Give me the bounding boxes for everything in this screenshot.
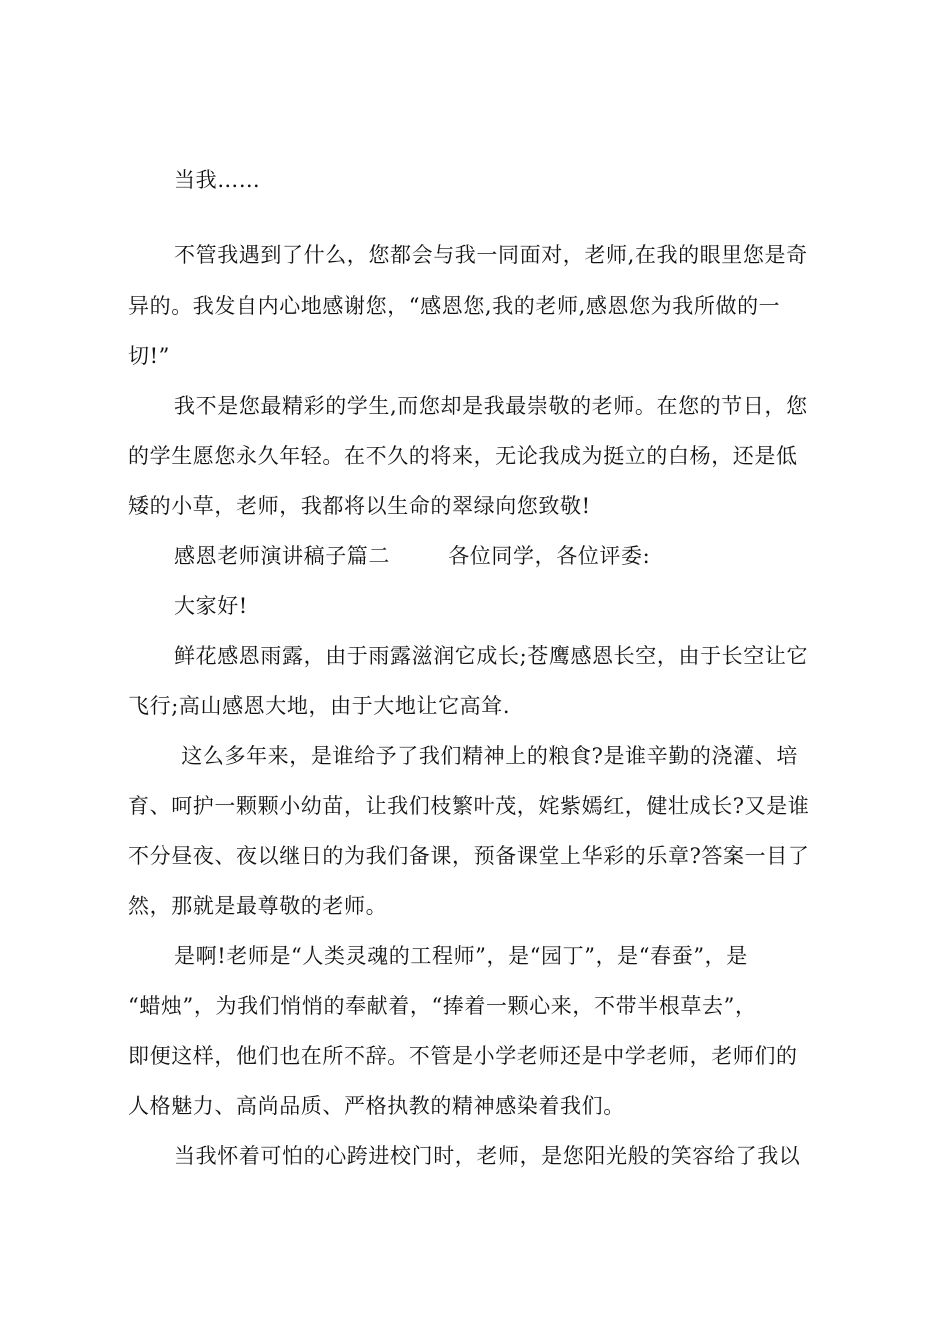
text-line: 是啊!老师是“人类灵魂的工程师”，是“园丁”，是“春蚕”，是 — [174, 944, 748, 968]
text-line: 然，那就是最尊敬的老师。 — [128, 894, 388, 918]
text-line: 飞行;高山感恩大地，由于大地让它高耸. — [128, 694, 511, 718]
text-line: 我不是您最精彩的学生,而您却是我最崇敬的老师。在您的节日，您 — [174, 394, 808, 418]
text-line: 异的。我发自内心地感谢您，“感恩您,我的老师,感恩您为我所做的一 — [128, 294, 781, 318]
text-line: 这么多年来，是谁给予了我们精神上的粮食?是谁辛勤的浇灌、培 — [174, 744, 798, 768]
text-line: 不管我遇到了什么，您都会与我一同面对，老师,在我的眼里您是奇 — [174, 243, 808, 267]
text-line: “蜡烛”，为我们悄悄的奉献着，“捧着一颗心来，不带半根草去”， — [128, 994, 757, 1018]
text-line: 当我…… — [174, 168, 261, 192]
text-line: 即便这样，他们也在所不辞。不管是小学老师还是中学老师，老师们的 — [128, 1044, 798, 1068]
text-line: 不分昼夜、夜以继日的为我们备课，预备课堂上华彩的乐章?答案一目了 — [128, 844, 810, 868]
text-line: 切!” — [128, 344, 170, 368]
text-line: 人格魅力、高尚品质、严格执教的精神感染着我们。 — [128, 1094, 625, 1118]
text-line: 感恩老师演讲稿子篇二 各位同学，各位评委: — [174, 544, 651, 568]
text-line: 当我怀着可怕的心跨进校门时，老师，是您阳光般的笑容给了我以 — [174, 1144, 801, 1168]
text-line: 鲜花感恩雨露，由于雨露滋润它成长;苍鹰感恩长空，由于长空让它 — [174, 644, 809, 668]
text-line: 大家好! — [174, 594, 248, 618]
text-line: 育、呵护一颗颗小幼苗，让我们枝繁叶茂，姹紫嫣红，健壮成长?又是谁 — [128, 794, 810, 818]
text-line: 的学生愿您永久年轻。在不久的将来，无论我成为挺立的白杨，还是低 — [128, 444, 798, 468]
text-line: 矮的小草，老师，我都将以生命的翠绿向您致敬! — [128, 494, 591, 518]
